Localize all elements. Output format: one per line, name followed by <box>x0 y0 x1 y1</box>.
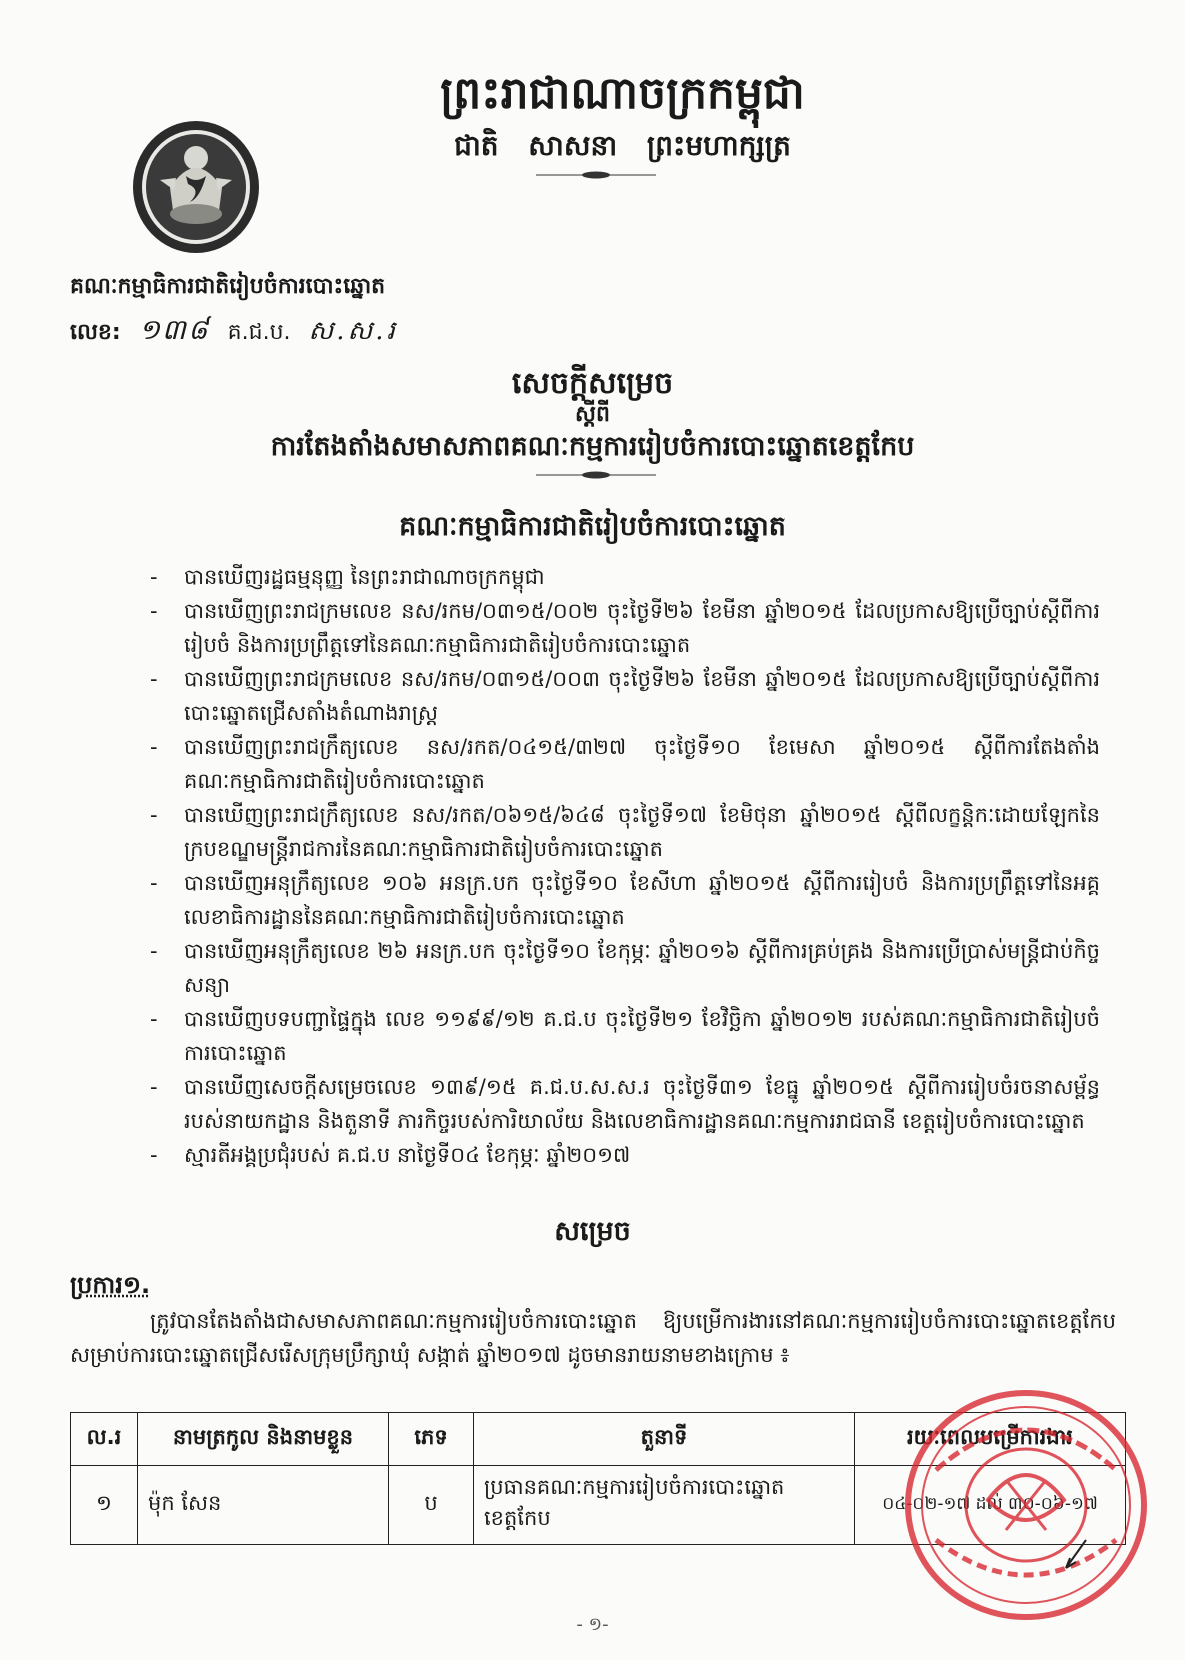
national-motto: ជាតិ សាសនា ព្រះមហាក្សត្រ <box>454 129 791 162</box>
header-role: តួនាទី <box>474 1413 855 1466</box>
divider-ornament-icon <box>536 470 656 480</box>
header-name: នាមត្រកូល និងនាមខ្លួន <box>138 1413 389 1466</box>
recital-item: - បានឃើញបទបញ្ជាផ្ទៃក្នុង លេខ ១១៩៩/១២ គ.ជ.ប ចុះថ្ងៃទី២១ ខែវិច្ឆិកា ឆ្នាំ២០១២ របស់គណៈកម្មាធិការជាតិរៀបចំការបោះឆ្នោត <box>150 1002 1100 1070</box>
recital-item: - ស្មារតីអង្គប្រជុំរបស់ គ.ជ.ប នាថ្ងៃទី០៤ ខែកុម្ភៈ ឆ្នាំ២០១៧ <box>150 1138 1100 1172</box>
recital-item: - បានឃើញអនុក្រឹត្យលេខ ១០៦ អនក្រ.បក ចុះថ្ងៃទី១០ ខែសីហា ឆ្នាំ២០១៥ ស្តីពីការរៀបចំ និងការប្រព្រឹត្តទៅនៃអគ្គលេខាធិការដ្ឋាននៃគណៈកម្មាធិការជាតិរៀបចំការបោះឆ្នោត <box>150 866 1100 934</box>
document-about: ស្តីពី <box>575 402 610 427</box>
page-number: - ១- <box>576 1614 609 1635</box>
recital-item: - បានឃើញព្រះរាជក្រមលេខ នស/រកម/០៣១៥/០០៣ ចុះថ្ងៃទី២៦ ខែមីនា ឆ្នាំ២០១៥ ដែលប្រកាសឱ្យប្រើច្បាប់ស្តីពីការបោះឆ្នោតជ្រើសតាំងតំណាងរាស្ត្រ <box>150 662 1100 730</box>
kingdom-title: ព្រះរាជាណាចក្រកម្ពុជា <box>440 68 805 119</box>
official-seal-icon <box>896 1380 1156 1630</box>
cell-number: ១ <box>71 1466 138 1545</box>
reference-line <box>70 312 398 353</box>
recital-item: - បានឃើញសេចក្តីសម្រេចលេខ ១៣៩/១៥ គ.ជ.ប.ស.ស.រ ចុះថ្ងៃទី៣១ ខែធ្នូ ឆ្នាំ២០១៥ ស្តីពីការរៀបចំរចនាសម្ព័ន្ធរបស់នាយកដ្ឋាន និងតួនាទី ភារកិច្ចរបស់ការិយាល័យ និងលេខាធិការដ្ឋានគណៈកម្មការរាជធានី ខេត្តរៀបចំការបោះឆ្នោត <box>150 1070 1100 1138</box>
decision-heading: សម្រេច <box>554 1216 631 1247</box>
cell-name: ម៉ុក សែន <box>138 1466 389 1545</box>
issuing-authority: គណៈកម្មាធិការជាតិរៀបចំការបោះឆ្នោត <box>399 511 786 542</box>
recital-item: - បានឃើញព្រះរាជក្រមលេខ នស/រកម/០៣១៥/០០២ ចុះថ្ងៃទី២៦ ខែមីនា ឆ្នាំ២០១៥ ដែលប្រកាសឱ្យប្រើច្បាប់ស្តីពីការរៀបចំ និងការប្រព្រឹត្តទៅនៃគណៈកម្មាធិការជាតិរៀបចំការបោះឆ្នោត <box>150 594 1100 662</box>
cell-term: ០៤-០២-១៧ ដល់ ៣០-០៦-១៧ <box>855 1466 1126 1545</box>
document-subject: ការតែងតាំងសមាសភាពគណៈកម្មការរៀបចំការបោះឆ្នោតខេត្តកែប <box>270 431 915 462</box>
header-term: រយៈពេលបម្រើការងារ <box>855 1413 1126 1466</box>
recital-item: - បានឃើញរដ្ឋធម្មនុញ្ញ នៃព្រះរាជាណាចក្រកម្ពុជា <box>150 560 1100 594</box>
reference-handwritten: ស.ស.រ <box>308 316 398 346</box>
document-type: សេចក្តីសម្រេច <box>511 366 674 401</box>
article-label: ប្រការ១. <box>70 1271 151 1299</box>
recitals-list <box>150 560 1100 1172</box>
cell-role: ប្រធានគណៈកម្មការរៀបចំការបោះឆ្នោតខេត្តកែប <box>474 1466 855 1545</box>
article-text: ត្រូវបានតែងតាំងជាសមាសភាពគណៈកម្មការរៀបចំការបោះឆ្នោត ឱ្យបម្រើការងារនៅគណៈកម្មការរៀបចំការបោះឆ្នោតខេត្តកែប សម្រាប់ការបោះឆ្នោតជ្រើសរើសក្រុមប្រឹក្សាឃុំ សង្កាត់ ឆ្នាំ២០១៧ ដូចមានរាយនាមខាងក្រោម ៖ <box>70 1309 1116 1367</box>
header-number: ល.រ <box>71 1413 138 1466</box>
recital-item: - បានឃើញព្រះរាជក្រឹត្យលេខ នស/រកត/០៦១៥/៦៤៨ ចុះថ្ងៃទី១៧ ខែមិថុនា ឆ្នាំ២០១៥ ស្តីពីលក្ខន្តិកៈដោយឡែកនៃក្របខណ្ឌមន្ត្រីរាជការនៃគណៈកម្មាធិការជាតិរៀបចំការបោះឆ្នោត <box>150 798 1100 866</box>
header-sex: ភេទ <box>389 1413 474 1466</box>
issuer-name: គណៈកម្មាធិការជាតិរៀបចំការបោះឆ្នោត <box>70 274 386 299</box>
reference-number: ១៣៨ <box>138 313 210 346</box>
recital-item: - បានឃើញអនុក្រឹត្យលេខ ២៦ អនក្រ.បក ចុះថ្ងៃទី១០ ខែកុម្ភៈ ឆ្នាំ២០១៦ ស្តីពីការគ្រប់គ្រង និងការប្រើប្រាស់មន្ត្រីជាប់កិច្ចសន្យា <box>150 934 1100 1002</box>
cell-sex: ប <box>389 1466 474 1545</box>
recital-item: - បានឃើញព្រះរាជក្រឹត្យលេខ នស/រកត/០៤១៥/៣២៧ ចុះថ្ងៃទី១០ ខែមេសា ឆ្នាំ២០១៥ ស្តីពីការតែងតាំងគណៈកម្មាធិការជាតិរៀបចំការបោះឆ្នោត <box>150 730 1100 798</box>
divider-ornament-icon <box>536 170 656 180</box>
reference-suffix: គ.ជ.ប. <box>227 320 291 345</box>
reference-label: លេខ: <box>70 320 121 345</box>
